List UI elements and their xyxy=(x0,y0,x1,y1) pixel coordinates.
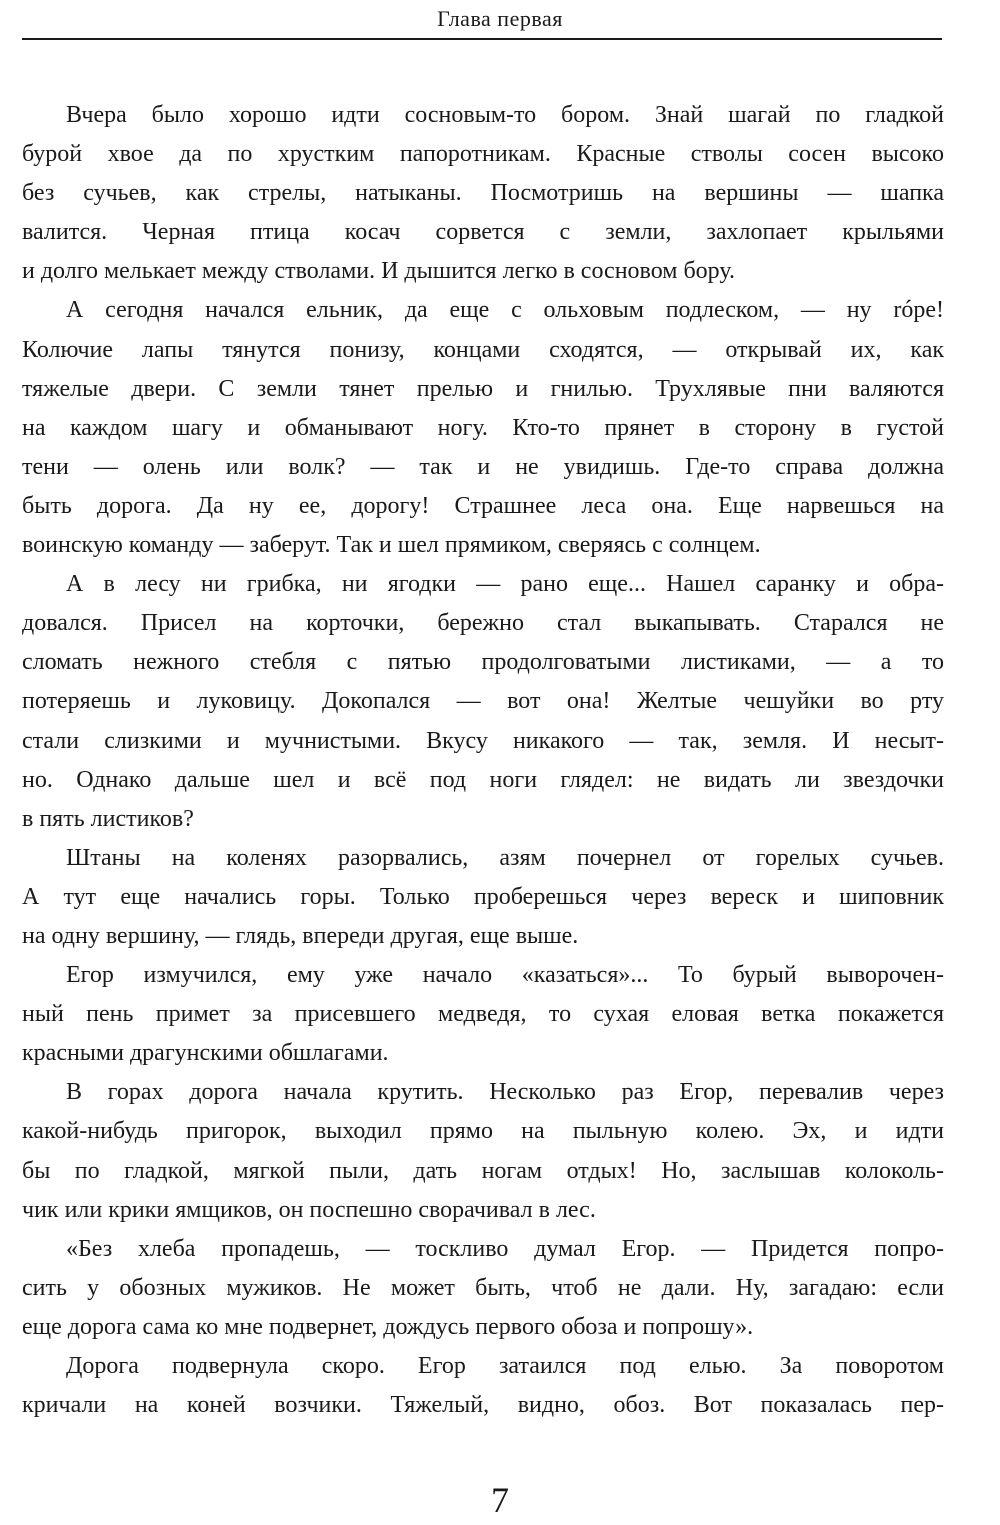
text-line: Егор измучился, ему уже начало «казаться»... То бурый выворочен- xyxy=(66,962,944,989)
text-line: в пять листиков? xyxy=(22,805,194,832)
header-rule xyxy=(22,38,942,40)
paragraph xyxy=(22,96,944,291)
text-line: быть дорога. Да ну ее, дорогу! Страшнее леса она. Еще нарвешься на xyxy=(22,492,944,519)
paragraph xyxy=(22,1230,944,1347)
text-line: Штаны на коленях разорвались, азям почернел от горелых сучьев. xyxy=(66,844,944,871)
text-line: Колючие лапы тянутся понизу, концами сходятся, — открывай их, как xyxy=(22,336,944,363)
text-line: бы по гладкой, мягкой пыли, дать ногам отдых! Но, заслышав колоколь- xyxy=(22,1157,944,1184)
paragraph xyxy=(22,1073,944,1229)
text-line: В горах дорога начала крутить. Несколько раз Егор, перевалив через xyxy=(66,1079,944,1106)
text-line: ный пень примет за присевшего медведя, то сухая еловая ветка покажется xyxy=(22,1001,944,1028)
text-line: тяжелые двери. С земли тянет прелью и гнилью. Трухлявые пни валяются xyxy=(22,375,944,402)
running-head: Глава первая xyxy=(437,6,563,31)
text-line: тени — олень или волк? — так и не увидишь. Где-то справа должна xyxy=(22,453,944,480)
text-line: какой-нибудь пригорок, выходил прямо на пыльную колею. Эх, и идти xyxy=(22,1118,944,1145)
text-line: воинскую команду — заберут. Так и шел прямиком, сверяясь с солнцем. xyxy=(22,532,761,559)
text-line: стали слизкими и мучнистыми. Вкусу никакого — так, земля. И несыт- xyxy=(22,727,944,754)
text-line: А тут еще начались горы. Только проберешься через вереск и шиповник xyxy=(22,883,944,910)
paragraph xyxy=(22,839,944,956)
body-text xyxy=(22,96,944,1425)
text-line: на одну вершину, — глядь, впереди другая, еще выше. xyxy=(22,922,579,949)
text-line: сить у обозных мужиков. Не может быть, чтоб не дали. Ну, загадаю: если xyxy=(22,1274,944,1301)
paragraph xyxy=(22,291,944,565)
text-line: но. Однако дальше шел и всё под ноги глядел: не видать ли звездочки xyxy=(22,766,944,793)
text-line: валится. Черная птица косач сорвется с земли, захлопает крыльями xyxy=(22,219,944,246)
text-line: А сегодня начался ельник, да еще с ольховым подлеском, — ну róре! xyxy=(66,297,944,324)
text-line: красными драгунскими обшлагами. xyxy=(22,1040,389,1067)
text-line: Дорога подвернула скоро. Егор затаился под елью. За поворотом xyxy=(66,1353,944,1379)
text-line: Вчера было хорошо идти сосновым-то бором. Знай шагай по гладкой xyxy=(66,102,944,128)
page-number: 7 xyxy=(491,1480,509,1520)
text-line: А в лесу ни грибка, ни ягодки — рано еще... Нашел саранку и обра- xyxy=(66,571,944,598)
text-line: потеряешь и луковицу. Докопался — вот она! Желтые чешуйки во рту xyxy=(22,688,944,715)
paragraph xyxy=(22,1347,944,1425)
text-line: сломать нежного стебля с пятью продолговатыми листиками, — а то xyxy=(22,649,944,676)
text-line: еще дорога сама ко мне подвернет, дождусь первого обоза и попрошу». xyxy=(22,1313,754,1340)
text-line: на каждом шагу и обманывают ногу. Кто-то прянет в сторону в густой xyxy=(22,414,944,441)
text-line: бурой хвое да по хрустким папоротникам. Красные стволы сосен высоко xyxy=(22,141,944,168)
paragraph xyxy=(22,956,944,1073)
text-line: довался. Присел на корточки, бережно стал выкапывать. Старался не xyxy=(22,610,944,637)
text-line: и долго мелькает между стволами. И дышится легко в сосновом бору. xyxy=(22,258,735,285)
paragraph xyxy=(22,565,944,839)
text-line: «Без хлеба пропадешь, — тоскливо думал Егор. — Придется попро- xyxy=(66,1235,944,1262)
text-line: чик или крики ямщиков, он поспешно сворачивал в лес. xyxy=(22,1196,596,1223)
text-line: кричали на коней возчики. Тяжелый, видно, обоз. Вот показалась пер- xyxy=(22,1392,944,1419)
text-line: без сучьев, как стрелы, натыканы. Посмотришь на вершины — шапка xyxy=(22,180,944,207)
